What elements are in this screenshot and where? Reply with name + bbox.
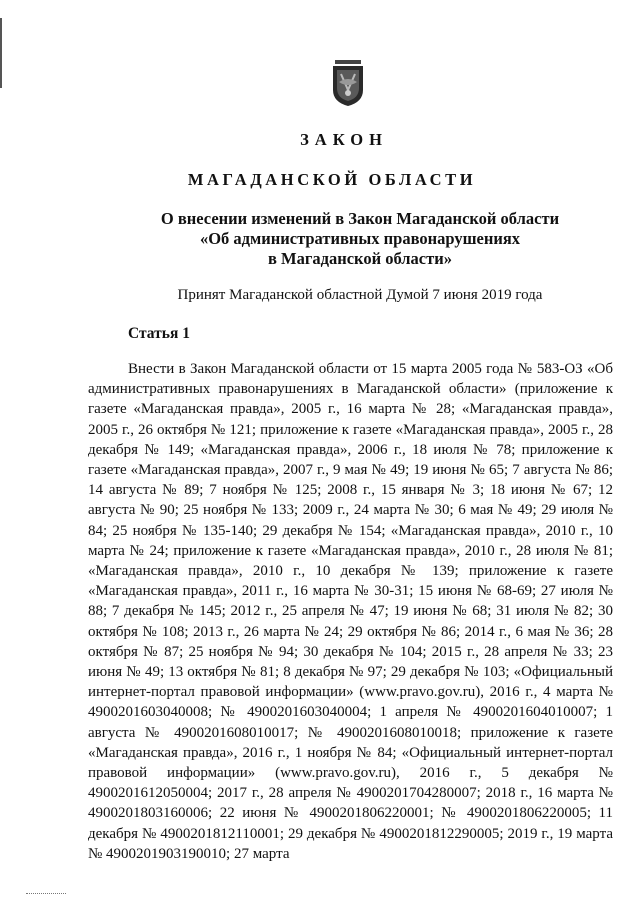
subject-line-1: О внесении изменений в Закон Магаданской области: [160, 209, 560, 228]
subject-line-3: в Магаданской области»: [268, 249, 452, 268]
margin-mark: [0, 18, 2, 88]
article-body: Внести в Закон Магаданской области от 15 марта 2005 года № 583-ОЗ «Об административных правонарушениях в Магаданской области» (приложение к газете «Магаданская правда», 2005 г., 16 марта № 28; «Магаданская правда», 2005 г., 26 октября № 121; приложение к газете «Магаданская правда», 2005 г., 28 декабря № 149; «Магаданская правда», 2006 г., 18 июля № 78; приложение к газете «Магаданская правда», 2007 г., 9 мая № 49; 19 июня № 65; 7 августа № 86; 14 августа № 89; 7 ноября № 125; 2008 г., 15 января № 3; 18 июня № 67; 12 августа № 90; 25 ноября № 133; 2009 г., 24 марта № 30; 6 мая № 49; 29 июля № 84; 25 ноября № 135-140; 29 декабря № 154; «Магаданская правда», 2010 г., 10 марта № 24; приложение к газете «Магаданская правда», 2010 г., 28 июля № 81; «Магаданская правда», 2010 г., 10 декабря № 139; приложение к газете «Магаданская правда», 2011 г., 16 марта № 30-31; 15 июня № 68-69; 27 июля № 88; 7 декабря № 145; 2012 г., 25 апреля № 47; 19 июня № 68; 31 июля № 82; 30 октября № 108; 2013 г., 26 марта № 24; 29 октября № 86; 2014 г., 6 мая № 36; 28 октября № 87; 25 ноября № 94; 30 декабря № 104; 2015 г., 28 апреля № 33; 23 июня № 49; 13 октября № 81; 8 декабря № 97; 29 декабря № 103; «Официальный интернет-портал правовой информации» (www.pravo.gov.ru), 2016 г., 4 марта № 4900201603040008; № 4900201603040004; 1 апреля № 4900201604010007; 1 августа № 4900201608010017; № 4900201608010018; приложение к газете «Магаданская правда», 2016 г., 1 ноября № 84; «Официальный интернет-портал правовой информации» (www.pravo.gov.ru), 2016 г., 5 декабря № 4900201612050004; 2017 г., 28 апреля № 4900201704280007; 2018 г., 16 марта № 4900201803160006; 22 июня № 4900201806220001; № 4900201806220005; 11 декабря № 4900201812110001; 29 декабря № 4900201812290005; 2019 г., 19 марта № 4900201903190010; 27 марта: [88, 361, 613, 862]
footer-mark: [26, 893, 66, 895]
adoption-statement: Принят Магаданской областной Думой 7 июня 2019 года: [177, 287, 543, 303]
subject-line-2: «Об административных правонарушениях: [199, 229, 521, 248]
document-region: МАГАДАНСКОЙ ОБЛАСТИ: [187, 170, 477, 189]
article-heading: Статья 1: [128, 325, 190, 342]
coat-of-arms-icon: [331, 60, 365, 106]
document-title: ЗАКОН: [300, 130, 388, 149]
law-subject: [90, 209, 630, 269]
